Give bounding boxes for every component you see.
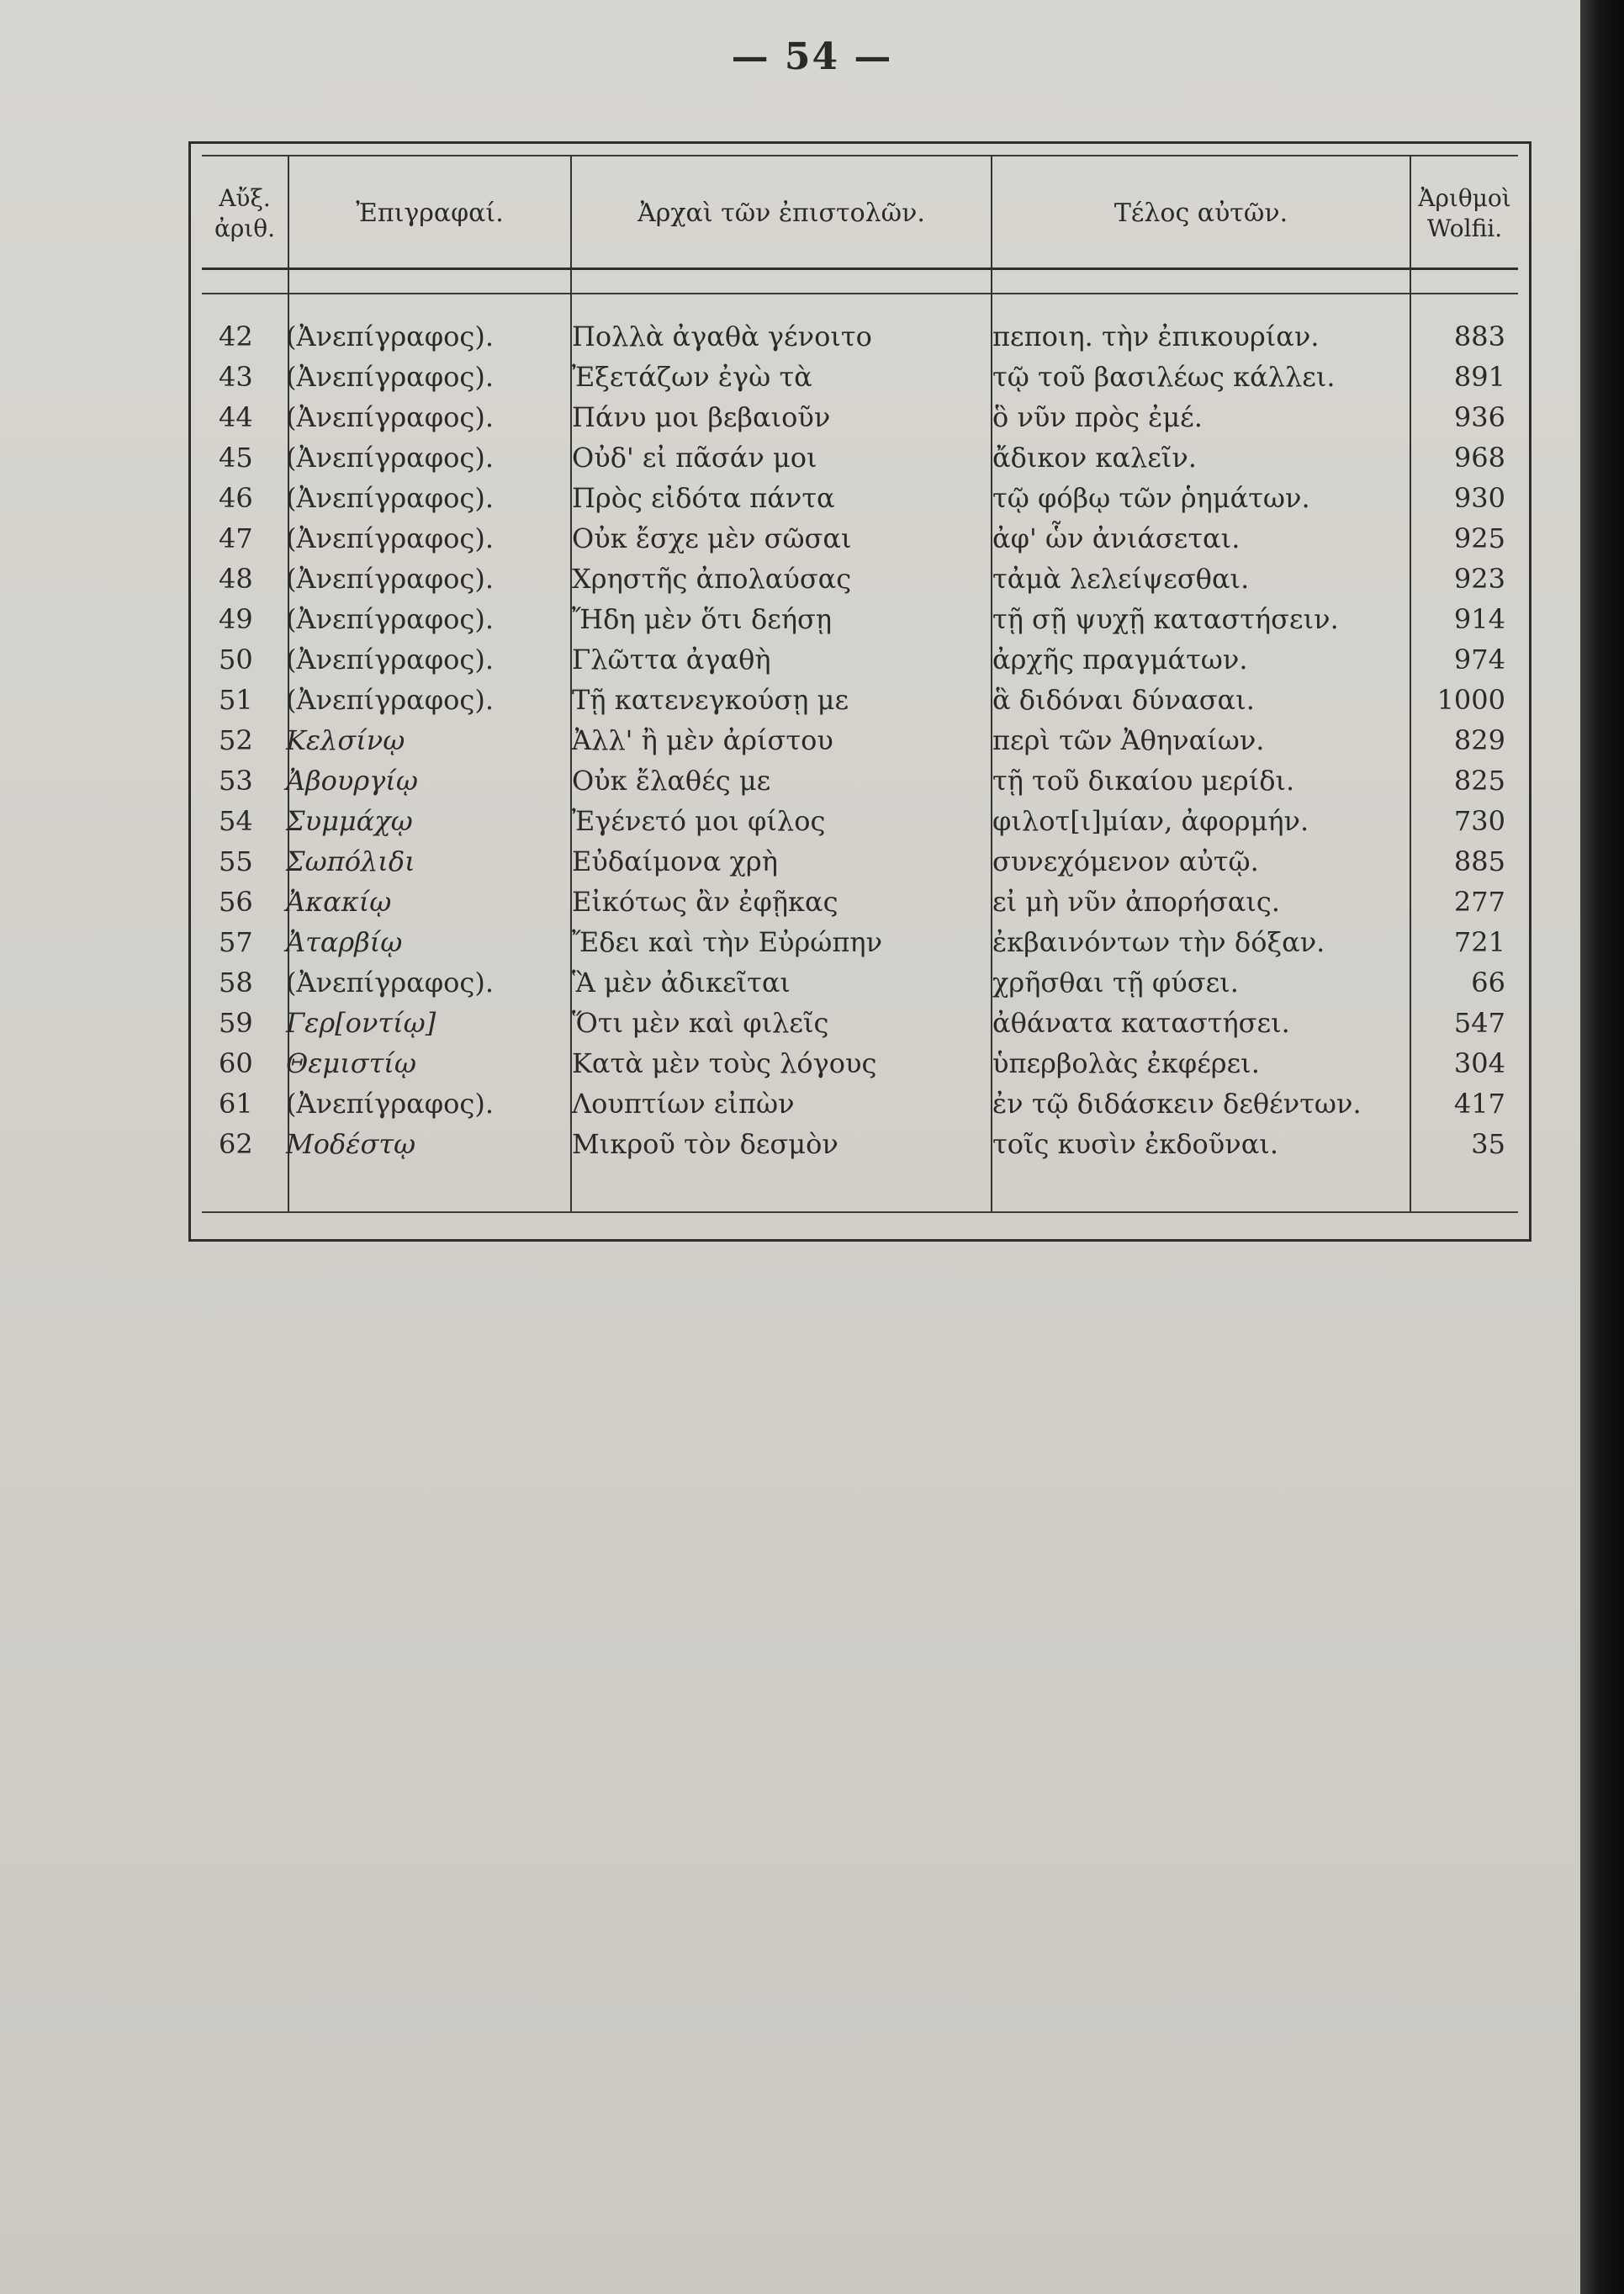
- row-title: (Ἀνεπίγραφος).: [286, 442, 494, 474]
- row-title: Γερ[οντίῳ]: [286, 1007, 436, 1039]
- row-beginning: Πολλὰ ἀγαθὰ γένοιτο: [572, 321, 872, 352]
- header-title: Ἐπιγραφαί.: [356, 199, 504, 228]
- row-wolf-number: 547: [1453, 1007, 1505, 1039]
- table-row: [202, 478, 1518, 518]
- row-end: εἰ μὴ νῦν ἀπορήσαις.: [992, 886, 1280, 918]
- table-row: [202, 437, 1518, 478]
- row-beginning: Χρηστῆς ἀπολαύσας: [572, 563, 852, 595]
- row-title: (Ἀνεπίγραφος).: [286, 644, 494, 675]
- row-wolf-number: 968: [1453, 442, 1505, 474]
- table-row: [202, 922, 1518, 962]
- page-number: — 54 —: [731, 35, 893, 78]
- row-end: ἀφ' ὧν ἀνιάσεται.: [992, 522, 1240, 554]
- row-title: Σωπόλιδι: [286, 845, 415, 877]
- table-row: [202, 801, 1518, 841]
- row-beginning: Ἃ μὲν ἀδικεῖται: [572, 967, 791, 999]
- table-row: [202, 1003, 1518, 1043]
- table-row: [202, 316, 1518, 357]
- row-end: ὑπερβολὰς ἐκφέρει.: [992, 1047, 1260, 1079]
- row-number: 59: [219, 1007, 253, 1039]
- row-number: 54: [219, 805, 253, 837]
- row-title: (Ἀνεπίγραφος).: [286, 522, 494, 554]
- row-end: ἀθάνατα καταστήσει.: [992, 1007, 1290, 1039]
- row-wolf-number: 936: [1453, 401, 1505, 433]
- row-wolf-number: 885: [1453, 845, 1505, 877]
- row-title: Συμμάχῳ: [286, 805, 413, 837]
- row-number: 56: [219, 886, 253, 918]
- row-end: ἃ διδόναι δύνασαι.: [992, 684, 1255, 716]
- header-wolf: Ἀριθμοὶ Wolfii.: [1418, 184, 1511, 242]
- row-end: τῷ τοῦ βασιλέως κάλλει.: [992, 361, 1336, 393]
- row-number: 44: [219, 401, 253, 433]
- row-beginning: Ἤδη μὲν ὅτι δεήσῃ: [572, 603, 833, 635]
- row-beginning: Ἀλλ' ἢ μὲν ἀρίστου: [572, 724, 833, 756]
- row-end: τῇ σῇ ψυχῇ καταστήσειν.: [992, 603, 1339, 635]
- row-title: Μοδέστῳ: [286, 1128, 416, 1160]
- row-beginning: Εὐδαίμονα χρὴ: [572, 845, 778, 877]
- table-row: [202, 518, 1518, 559]
- table-row: [202, 1124, 1518, 1164]
- row-end: ἄδικον καλεῖν.: [992, 442, 1197, 474]
- row-wolf-number: 417: [1453, 1088, 1505, 1120]
- row-number: 42: [219, 321, 253, 352]
- row-beginning: Γλῶττα ἀγαθὴ: [572, 644, 771, 675]
- book-spine-shadow: [1580, 0, 1624, 2294]
- row-end: φιλοτ[ι]μίαν, ἀφορμήν.: [992, 805, 1309, 837]
- row-wolf-number: 35: [1471, 1128, 1505, 1160]
- table-row: [202, 599, 1518, 639]
- row-wolf-number: 1000: [1436, 684, 1505, 716]
- row-number: 50: [219, 644, 253, 675]
- row-wolf-number: 829: [1453, 724, 1505, 756]
- row-beginning: Οὐκ ἔσχε μὲν σῶσαι: [572, 522, 852, 554]
- row-wolf-number: 66: [1471, 967, 1505, 999]
- row-title: (Ἀνεπίγραφος).: [286, 684, 494, 716]
- table-row: [202, 841, 1518, 882]
- row-number: 52: [219, 724, 253, 756]
- row-title: (Ἀνεπίγραφος).: [286, 563, 494, 595]
- row-title: (Ἀνεπίγραφος).: [286, 321, 494, 352]
- row-wolf-number: 730: [1453, 805, 1505, 837]
- table-row: [202, 1083, 1518, 1124]
- row-end: χρῆσθαι τῇ φύσει.: [992, 967, 1239, 999]
- row-title: (Ἀνεπίγραφος).: [286, 1088, 494, 1120]
- row-wolf-number: 914: [1453, 603, 1505, 635]
- header-double-rule: [202, 293, 1518, 294]
- row-end: ἐκβαινόντων τὴν δόξαν.: [992, 926, 1325, 958]
- table-row: [202, 1043, 1518, 1083]
- row-number: 61: [219, 1088, 253, 1120]
- row-beginning: Πρὸς εἰδότα πάντα: [572, 482, 835, 514]
- row-beginning: Ἐξετάζων ἐγὼ τὰ: [572, 361, 812, 393]
- table-row: [202, 357, 1518, 397]
- row-wolf-number: 304: [1453, 1047, 1505, 1079]
- row-end: τἀμὰ λελείψεσθαι.: [992, 563, 1250, 595]
- row-end: ἐν τῷ διδάσκειν δεθέντων.: [992, 1088, 1362, 1120]
- row-end: τῷ φόβῳ τῶν ῥημάτων.: [992, 482, 1310, 514]
- row-beginning: Ἔδει καὶ τὴν Εὐρώπην: [572, 926, 883, 958]
- row-title: (Ἀνεπίγραφος).: [286, 482, 494, 514]
- row-beginning: Εἰκότως ἂν ἐφῇκας: [572, 886, 838, 918]
- row-beginning: Λουπτίων εἰπὼν: [572, 1088, 795, 1120]
- row-wolf-number: 925: [1453, 522, 1505, 554]
- row-end: πεποιη. τὴν ἐπικουρίαν.: [992, 321, 1320, 352]
- row-number: 51: [219, 684, 253, 716]
- row-title: Ἀβουργίῳ: [286, 765, 418, 797]
- row-end: ἀρχῆς πραγμάτων.: [992, 644, 1248, 675]
- row-wolf-number: 883: [1453, 321, 1505, 352]
- row-beginning: Πάνυ μοι βεβαιοῦν: [572, 401, 831, 433]
- row-wolf-number: 930: [1453, 482, 1505, 514]
- row-number: 47: [219, 522, 253, 554]
- row-wolf-number: 721: [1453, 926, 1505, 958]
- table-row: [202, 882, 1518, 922]
- row-number: 60: [219, 1047, 253, 1079]
- row-wolf-number: 891: [1453, 361, 1505, 393]
- header-beginning: Ἀρχαὶ τῶν ἐπιστολῶν.: [637, 199, 925, 228]
- row-beginning: Οὐκ ἔλαθές με: [572, 765, 771, 797]
- table-row: [202, 962, 1518, 1003]
- row-wolf-number: 277: [1453, 886, 1505, 918]
- row-title: (Ἀνεπίγραφος).: [286, 967, 494, 999]
- row-beginning: Τῇ κατενεγκούσῃ με: [572, 684, 849, 716]
- row-title: Ἀταρβίῳ: [286, 926, 403, 958]
- row-end: ὃ νῦν πρὸς ἐμέ.: [992, 401, 1203, 433]
- row-wolf-number: 923: [1453, 563, 1505, 595]
- row-number: 58: [219, 967, 253, 999]
- row-number: 57: [219, 926, 253, 958]
- table-row: [202, 559, 1518, 599]
- header-end: Τέλος αὐτῶν.: [1114, 199, 1288, 228]
- row-title: (Ἀνεπίγραφος).: [286, 603, 494, 635]
- row-number: 46: [219, 482, 253, 514]
- row-beginning: Κατὰ μὲν τοὺς λόγους: [572, 1047, 877, 1079]
- row-beginning: Ὅτι μὲν καὶ φιλεῖς: [572, 1007, 829, 1039]
- row-beginning: Οὐδ' εἰ πᾶσάν μοι: [572, 442, 817, 474]
- row-beginning: Ἐγένετό μοι φίλος: [572, 805, 826, 837]
- row-number: 43: [219, 361, 253, 393]
- header-number: Αὔξ. ἀριθ.: [214, 184, 276, 242]
- table-row: [202, 720, 1518, 760]
- row-wolf-number: 974: [1453, 644, 1505, 675]
- row-beginning: Μικροῦ τὸν δεσμὸν: [572, 1128, 838, 1160]
- row-wolf-number: 825: [1453, 765, 1505, 797]
- table-row: [202, 760, 1518, 801]
- table-row: [202, 397, 1518, 437]
- row-end: περὶ τῶν Ἀθηναίων.: [992, 724, 1265, 756]
- row-title: Ἀκακίῳ: [286, 886, 392, 918]
- row-number: 48: [219, 563, 253, 595]
- row-title: Θεμιστίῳ: [286, 1047, 416, 1079]
- row-end: τῇ τοῦ δικαίου μερίδι.: [992, 765, 1295, 797]
- row-number: 62: [219, 1128, 253, 1160]
- row-title: Κελσίνῳ: [286, 724, 405, 756]
- row-title: (Ἀνεπίγραφος).: [286, 361, 494, 393]
- table-row: [202, 680, 1518, 720]
- table-bottom-rule: [202, 1211, 1518, 1213]
- row-title: (Ἀνεπίγραφος).: [286, 401, 494, 433]
- row-number: 55: [219, 845, 253, 877]
- row-number: 45: [219, 442, 253, 474]
- header-top-rule: [202, 155, 1518, 156]
- table-row: [202, 639, 1518, 680]
- row-number: 49: [219, 603, 253, 635]
- row-number: 53: [219, 765, 253, 797]
- row-end: συνεχόμενον αὐτῷ.: [992, 845, 1259, 877]
- row-end: τοῖς κυσὶν ἐκδοῦναι.: [992, 1128, 1279, 1160]
- header-bottom-rule: [202, 268, 1518, 270]
